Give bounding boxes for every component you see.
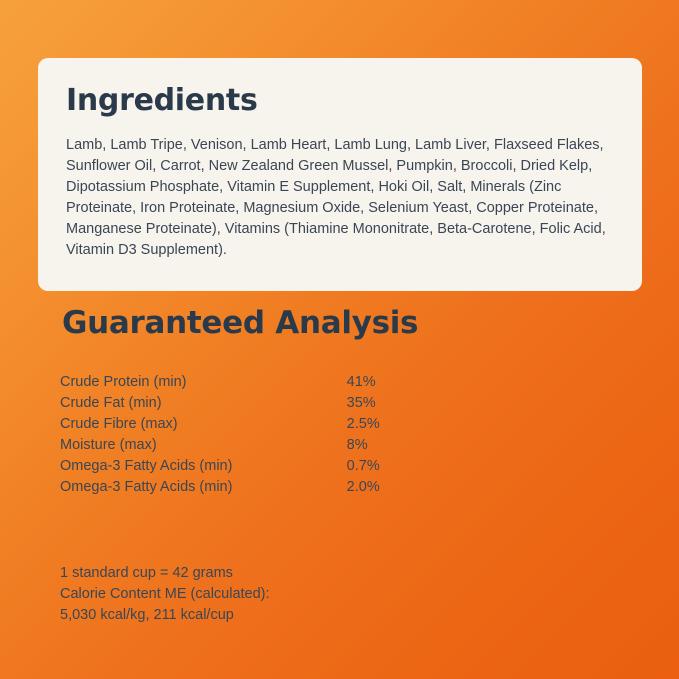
table-row [60, 435, 480, 456]
nutrient-label: Crude Fat (min) [60, 395, 162, 411]
nutrient-value: 8% [346, 437, 368, 453]
calorie-content-value: 5,030 kcal/kg, 211 kcal/cup [60, 607, 234, 623]
calorie-content-label: Calorie Content ME (calculated): [60, 586, 270, 602]
cup-weight-line: 1 standard cup = 42 grams [60, 565, 233, 581]
nutrient-value: 2.0% [346, 479, 380, 495]
ingredients-heading: Ingredients [66, 83, 258, 118]
ingredients-card [38, 58, 642, 291]
nutrient-label: Crude Fibre (max) [60, 416, 178, 432]
table-row [60, 414, 480, 435]
nutrient-label: Omega-3 Fatty Acids (min) [60, 479, 233, 495]
ingredients-list: Lamb, Lamb Tripe, Venison, Lamb Heart, Lamb Lung, Lamb Liver, Flaxseed Flakes, Sunflower Oil, Carrot, New Zealand Green Mussel, Pumpkin, Broccoli, Dried Kelp, Dipotassium Phosphate, Vitamin E Supplement, Hoki Oil, Salt, Minerals (Zinc Proteinate, Iron Proteinate, Magnesium Oxide, Selenium Yeast, Copper Proteinate, Manganese Proteinate), Vitamins (Thiamine Mononitrate, Beta-Carotene, Folic Acid, Vitamin D3 Supplement). [66, 137, 606, 258]
table-row [60, 372, 480, 393]
nutrient-value: 2.5% [346, 416, 380, 432]
table-row [60, 456, 480, 477]
nutrient-label: Crude Protein (min) [60, 374, 187, 390]
table-row [60, 393, 480, 414]
nutrient-label: Omega-3 Fatty Acids (min) [60, 458, 233, 474]
guaranteed-analysis-table [60, 372, 480, 498]
guaranteed-analysis-heading: Guaranteed Analysis [62, 305, 419, 341]
nutrient-value: 35% [346, 395, 376, 411]
nutrient-label: Moisture (max) [60, 437, 157, 453]
table-row [60, 477, 480, 498]
nutrient-value: 0.7% [346, 458, 380, 474]
nutrient-value: 41% [346, 374, 376, 390]
feeding-footnote [60, 563, 270, 626]
